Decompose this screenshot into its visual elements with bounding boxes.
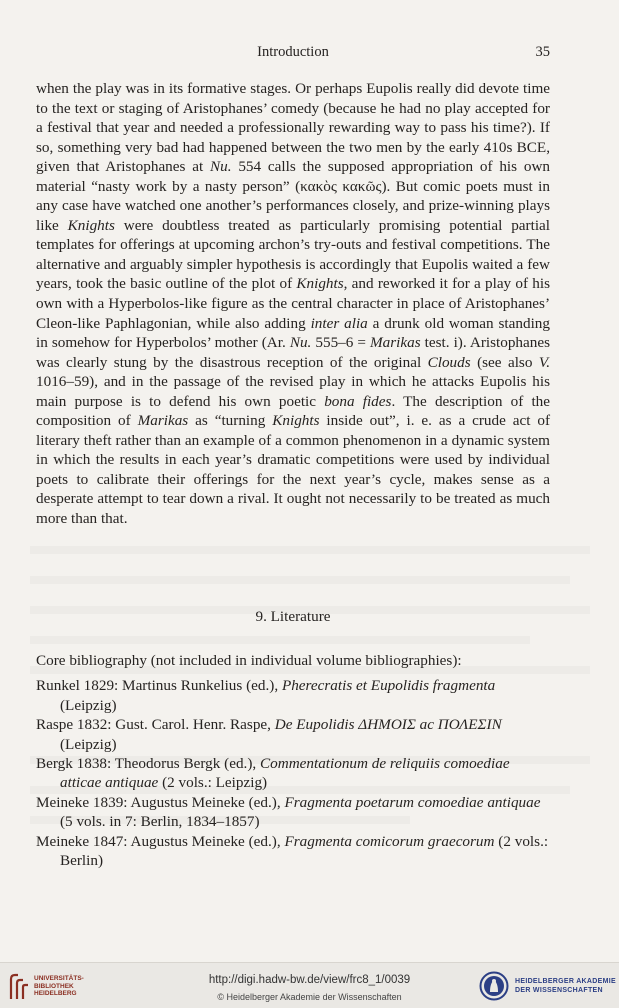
bibliography (36, 651, 550, 870)
copyright-notice: © Heidelberger Akademie der Wissenschaften (217, 992, 402, 1002)
italic-text: Nu. (210, 158, 232, 176)
page-number: 35 (535, 44, 550, 60)
text-run: (5 vols. in 7: Berlin, 1834–1857) (60, 813, 260, 831)
source-url-link[interactable]: http://digi.hadw-bw.de/view/frc8_1/0039 (208, 974, 411, 986)
text-run: (2 vols.: Berlin) (60, 832, 549, 870)
text-run: Meineke 1847: Augustus Meineke (ed.), (36, 832, 285, 850)
text-run: were doubtless treated as particularly promising potential partial templates for offerings at upcoming archon’s try-outs and festival competitions. The alternative and arguably simpler hypothesis is accordingly that Eupolis waited a few years, took the basic outline of the plot of (36, 216, 551, 293)
text-run: 1016–59), and in the passage of the revised play in which he attacks Eupolis his main purpose is to defend his own poetic (36, 373, 550, 410)
ub-line-1: UNIVERSITÄTS- (34, 975, 84, 982)
italic-text: Marikas (137, 412, 189, 430)
bibliography-entry (36, 715, 550, 754)
text-run: , and reworked it for a play of his own with a Hyperbolos-like figure as the central character in place of Aristophanes’ Cleon-like Paphlagonian, while also adding (36, 275, 550, 332)
italic-text: Commentationum de reliquiis comoediae atticae antiquae (60, 755, 510, 792)
italic-text: Knights (272, 412, 320, 430)
text-run: Raspe 1832: Gust. Carol. Henr. Raspe, (36, 716, 275, 734)
bibliography-entry (36, 754, 550, 793)
italic-text: inter alia (310, 314, 368, 332)
italic-text: Marikas (370, 334, 421, 352)
italic-text: Knights (296, 275, 344, 293)
hak-line-1: HEIDELBERGER AKADEMIE (515, 978, 616, 985)
italic-text: bona fides (324, 392, 392, 410)
academy-wordmark (515, 978, 616, 995)
bibliography-entry (36, 832, 550, 871)
text-run: 555–6 = (311, 334, 370, 352)
text-run: inside out”, i. e. as a crude act of literary theft rather than an example of a common phenomenon in a dynamic system in which the results in each year’s dramatic competitions were used by individual poets to calibrate their offerings for the next year’s cycle, makes sense as a desperate attempt to tear down a rival. It ought not necessarily to be treated as much more than that. (36, 412, 551, 528)
running-head (36, 44, 550, 64)
ub-line-3: HEIDELBERG (34, 990, 77, 997)
text-run: Bergk 1838: Theodorus Bergk (ed.), (36, 755, 260, 773)
italic-text: Fragmenta comicorum graecorum (284, 832, 495, 850)
italic-text: Clouds (427, 353, 471, 371)
text-run: . The description of the composition of (36, 392, 551, 430)
ub-line-2: BIBLIOTHEK (34, 982, 74, 990)
italic-text: Nu. (289, 334, 312, 352)
text-run: (Leipzig) (60, 696, 117, 714)
text-run: when the play was in its formative stages. Or perhaps Eupolis really did devote time to the text or staging of Aristophanes’ comedy (because he had no play accepted for a festival that year and needed a professionally rewarding way to pass his time?). If so, something very bad had happened between the two men by the early 410s BCE, given that Aristophanes at (36, 80, 550, 176)
text-run: a drunk old woman standing in somehow for Hyperbolos’ mother (Ar. (36, 314, 550, 352)
text-run: Runkel 1829: Martinus Runkelius (ed.), (36, 677, 282, 695)
text-run: (see also (470, 353, 539, 371)
text-run: as “turning (188, 412, 273, 430)
text-run: (2 vols.: Leipzig) (158, 774, 268, 792)
body-text (36, 79, 550, 529)
bibliography-list (36, 676, 550, 870)
italic-text: Fragmenta poetarum comoediae antiquae (284, 793, 541, 811)
text-run: 554 calls the supposed appropriation of his own material “nasty work by a nasty person” (κακὸς κακῶς). But comic poets must in any case have watched one another’s performances closely, and prize-winning plays like (36, 158, 551, 234)
italic-text: Knights (67, 216, 115, 234)
bibliography-intro: Core bibliography (not included in individual volume bibliographies): (36, 652, 462, 669)
text-run: test. i). Aristophanes was clearly stung by the disastrous reception of the original (36, 334, 550, 371)
italic-text: V. (538, 353, 550, 371)
bibliography-entry (36, 793, 550, 832)
seal-head (492, 979, 496, 983)
footer-bar (0, 962, 619, 1008)
text-run: Meineke 1839: Augustus Meineke (ed.), (36, 793, 285, 811)
hak-line-2: DER WISSENSCHAFTEN (515, 986, 603, 994)
running-head-title: Introduction (257, 44, 329, 60)
section-heading: 9. Literature (255, 608, 331, 625)
italic-text: Pherecratis et Eupolidis fragmenta (281, 677, 496, 695)
body-paragraph (36, 79, 550, 529)
text-run: (Leipzig) (60, 735, 117, 753)
italic-text: De Eupolidis ΔΗΜΟΙΣ ac ΠΟΛΕΣΙΝ (274, 716, 502, 734)
academy-seal-icon (479, 971, 509, 1001)
bibliography-entry (36, 676, 550, 715)
